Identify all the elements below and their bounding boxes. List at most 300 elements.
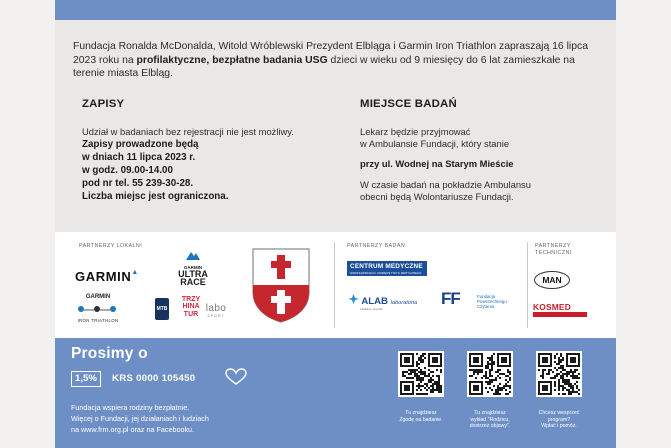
qr-module [544,369,546,371]
qr-module [408,377,410,379]
qr-module [485,373,487,375]
qr-module [422,385,424,387]
qr-module [562,359,564,361]
qr-module [432,383,434,385]
qr-module [418,379,420,381]
krs-number: KRS 0000 105450 [112,373,196,384]
qr-module [487,381,489,383]
qr-module [422,377,424,379]
fundacja-text [477,294,507,309]
qr-module [477,369,479,371]
qr-module [497,387,499,389]
qr-module [499,369,501,371]
poster-page [55,0,616,448]
qr-module [475,371,477,373]
qr-module [416,393,418,395]
zapisy-line-4: pod nr tel. 55 239-30-28. [82,178,194,190]
qr-module [568,373,570,375]
qr-module [428,381,430,383]
qr-module [485,387,487,389]
qr-module [440,371,442,373]
qr-module [568,383,570,385]
qr-module [554,367,556,369]
zapisy-block [82,126,342,203]
spacer [360,171,605,179]
qr-module [493,363,495,365]
qr-module [560,353,562,355]
qr-module [438,387,440,389]
qr-module [493,379,495,381]
qr-module [493,361,495,363]
qr-module [424,393,426,395]
qr-module [485,377,487,379]
qr-module [412,371,414,373]
qr-module [432,391,434,393]
qr-module [485,365,487,367]
qr-module [416,373,418,375]
qr-module [558,383,560,385]
qr-module [562,377,564,379]
qr-module [414,371,416,373]
qr-module [572,387,574,389]
qr-module [556,353,558,355]
qr-module [568,385,570,387]
qr-module [560,375,562,377]
qr-module [420,371,422,373]
qr-module [497,371,499,373]
qr-module [576,387,578,389]
qr-module [438,383,440,385]
qr-module [438,377,440,379]
qr-module [479,371,481,373]
trzy-text-3: TUR [183,310,199,318]
qr-module [501,387,503,389]
qr-module [471,369,473,371]
qr-module [404,371,406,373]
qr-module [560,365,562,367]
qr-module [564,373,566,375]
qr-module [418,367,420,369]
qr-module [503,387,505,389]
qr-module [469,369,471,371]
foundation-line-1: Fundacja wspiera rodziny bezpłatnie. [71,403,190,412]
garmin-logo-text: GARMIN [75,269,132,284]
race-word: RACE [180,277,206,287]
qr-module [566,383,568,385]
qr-module [497,389,499,391]
qr-finder-core [404,385,410,391]
qr-module [487,365,489,367]
qr-module [422,393,424,395]
qr-module [426,385,428,387]
qr-module [556,363,558,365]
fundacja-text-2: Powszechnego [477,299,507,304]
cm-subtitle: WARSZAWSKIEGO UNIWERSYTETU MEDYCZNEGO [347,272,427,276]
qr-module [471,375,473,377]
qr-module [436,369,438,371]
qr-module [556,375,558,377]
qr-module [576,391,578,393]
qr-module [560,355,562,357]
qr-module [493,393,495,395]
qr-module [489,387,491,389]
qr-module [402,375,404,377]
ultra-race-logo [177,247,209,286]
ultra-word: ULTRA [178,269,208,279]
kosmed-logo [533,303,587,317]
qr-module [560,359,562,361]
krs-row [71,371,251,387]
qr-module [509,385,511,387]
qr-code-donate[interactable] [536,351,582,397]
qr-module [505,383,507,385]
qr-module [430,379,432,381]
alab-small: laboratoria [390,300,418,306]
qr-module [491,355,493,357]
qr-module [540,375,542,377]
qr-module [422,359,424,361]
qr-module [432,387,434,389]
technical-partners-label: PARTNERZY TECHNICZNI [535,243,572,256]
man-logo: MAN [534,271,570,289]
qr-module [558,393,560,395]
qr-module [422,373,424,375]
qr-module [507,393,509,395]
qr-module [570,383,572,385]
qr-module [469,375,471,377]
qr-module [552,377,554,379]
qr-module [568,391,570,393]
qr-module [556,373,558,375]
qr-module [420,357,422,359]
foundation-line-3: na www.frm.org.pl oraz na Facebooku. [71,425,195,434]
qr-module [499,387,501,389]
qr-module [578,393,580,395]
qr-module [436,385,438,387]
mtb-logo: MTB [155,298,169,320]
qr-module [416,369,418,371]
qr-module [558,361,560,363]
qr3-cap-3: Wpłać i pomóż. [541,423,577,430]
qr-module [554,375,556,377]
divider [527,242,528,328]
qr-module [485,375,487,377]
qr-module [558,367,560,369]
qr-module [418,371,420,373]
qr-module [505,389,507,391]
qr-module [432,385,434,387]
qr-module [568,381,570,383]
qr-module [430,381,432,383]
qr-module [420,373,422,375]
qr-module [562,385,564,387]
qr-module [574,377,576,379]
qr-module [432,375,434,377]
trzy-text-2: HINA [182,303,200,311]
qr-module [507,385,509,387]
zapisy-line-1: Zapisy prowadzone będą [82,139,199,151]
qr-module [489,383,491,385]
qr-module [568,389,570,391]
qr-module [566,375,568,377]
qr-module [438,391,440,393]
qr-module [489,381,491,383]
qr-module [408,373,410,375]
qr-module [497,385,499,387]
qr-module [416,385,418,387]
page-margin-left [0,0,55,448]
qr-module [420,369,422,371]
qr-module [560,371,562,373]
qr-module [505,375,507,377]
iron-triathlon-logo [63,294,133,323]
qr-module [495,379,497,381]
qr-module [574,369,576,371]
qr-module [497,375,499,377]
zapisy-heading: ZAPISY [82,98,125,110]
labo-sport-logo [203,303,229,319]
qr3-cap-1: Chcesz wesprzeć [538,410,580,416]
qr-module [420,389,422,391]
qr-module [572,377,574,379]
qr-module [489,379,491,381]
qr-module [550,377,552,379]
qr-module [487,383,489,385]
miejsce-line-3: W czasie badań na pokładzie Ambulansu [360,178,531,190]
qr-module [564,383,566,385]
qr-module [438,381,440,383]
qr2-cap-1: Tu znajdziesz [474,410,506,416]
qr-module [420,379,422,381]
qr-module [402,371,404,373]
qr-module [564,381,566,383]
qr-module [564,369,566,371]
footer-band [55,338,616,448]
qr-module [426,383,428,385]
qr-module [572,373,574,375]
labo-sub: SPORT [207,314,225,318]
trzy-text-1: TRZY [181,296,201,303]
qr-module [402,373,404,375]
qr-module [426,375,428,377]
triathlon-icon [77,305,119,313]
qr-module [566,373,568,375]
qr-module [562,365,564,367]
intro-bold: profilaktyczne, bezpłatne badania USG [136,54,328,66]
qr-module [572,375,574,377]
qr-module [475,369,477,371]
qr-module [483,375,485,377]
zapisy-line-3: w godz. 09.00-14.00 [82,165,173,177]
qr-module [550,369,552,371]
zapisy-line-5: Liczba miejsc jest ograniczona. [82,191,229,203]
qr-module [499,389,501,391]
qr-module [576,381,578,383]
qr-module [428,373,430,375]
qr-module [410,377,412,379]
qr-module [416,363,418,365]
qr-module [440,369,442,371]
qr-module [420,381,422,383]
qr-module [558,389,560,391]
qr-module [491,359,493,361]
qr-module [509,373,511,375]
qr-module [491,367,493,369]
qr-module [491,363,493,365]
qr-module [487,361,489,363]
qr-module [509,391,511,393]
qr-module [570,371,572,373]
qr-module [562,379,564,381]
qr-module [430,377,432,379]
qr-module [440,389,442,391]
qr-module [489,373,491,375]
qr-module [509,387,511,389]
qr-module [554,385,556,387]
qr-module [554,361,556,363]
qr-module [426,389,428,391]
qr-module [473,373,475,375]
alab-star-icon [348,294,359,304]
qr-module [440,385,442,387]
qr-module [562,387,564,389]
foundation-info [71,402,271,435]
qr-module [542,373,544,375]
qr-module [505,385,507,387]
qr-module [558,381,560,383]
qr-finder-core [542,385,548,391]
qr-module [418,357,420,359]
qr-module [491,361,493,363]
qr-module [438,375,440,377]
qr-module [566,389,568,391]
qr-module [570,391,572,393]
labo-text: labo [205,303,227,314]
qr1-cap-1: Tu znajdziesz [405,410,437,416]
qr-module [424,371,426,373]
qr-caption-lecture [460,410,520,430]
qr-module [434,381,436,383]
qr-module [558,387,560,389]
qr-module [410,371,412,373]
qr-module [509,379,511,381]
qr-module [548,371,550,373]
qr-module [416,365,418,367]
qr2-cap-2: wykład "Rodzicu, [470,416,510,423]
qr-module [568,371,570,373]
qr-code-consent[interactable] [398,351,444,397]
qr-module [558,363,560,365]
qr-caption-donate [529,410,589,430]
prosimy-heading: Prosimy o [71,345,148,362]
qr-module [558,379,560,381]
triangle-icon: ▲ [131,269,139,276]
qr-module [436,389,438,391]
qr-module [420,385,422,387]
qr-module [509,377,511,379]
qr-module [497,369,499,371]
intro-text-end: dzieci w wieku od 9 miesięcy do 6 lat zamieszkałe na terenie miasta Elbląg. [73,54,575,80]
qr-module [576,377,578,379]
spacer [360,150,605,158]
mountain-icon [186,250,200,260]
qr-finder-core [542,357,548,363]
top-band [55,0,616,20]
qr-module [438,389,440,391]
qr-module [570,393,572,395]
qr-module [576,375,578,377]
qr-module [562,369,564,371]
qr-module [432,379,434,381]
qr-module [554,389,556,391]
qr-module [414,369,416,371]
qr-module [473,369,475,371]
fundacja-text-1: Fundacja [477,294,496,299]
qr-module [424,353,426,355]
qr-module [430,385,432,387]
qr-module [560,367,562,369]
foundation-line-2: Więcej o Fundacji, jej działaniach i ludziach [71,414,209,423]
iron-garmin-text: GARMIN [85,294,111,300]
qr-module [564,387,566,389]
qr-module [487,363,489,365]
qr-module [507,371,509,373]
page-margin-right [616,0,671,448]
qr-finder-core [473,357,479,363]
qr-module [424,357,426,359]
qr-module [574,371,576,373]
qr-module [473,371,475,373]
qr-module [562,357,564,359]
qr1-cap-2: Zgodę na badanie. [399,416,443,423]
qr-module [503,385,505,387]
qr-module [424,383,426,385]
qr-module [491,381,493,383]
qr-module [418,385,420,387]
elblag-coat-of-arms-icon [250,246,312,324]
qr-module [434,389,436,391]
fundacja-text-3: Czytania [477,304,495,309]
qr-module [507,375,509,377]
qr-module [438,385,440,387]
qr-module [422,353,424,355]
cm-title: CENTRUM MEDYCZNE [347,261,427,272]
percent-badge: 1,5% [71,371,101,387]
qr-module [572,389,574,391]
qr-module [440,391,442,393]
qr-module [576,369,578,371]
qr-module [489,363,491,365]
qr-code-lecture[interactable] [467,351,513,397]
miejsce-address: przy ul. Wodnej na Starym Mieście [360,158,514,170]
qr-module [578,389,580,391]
qr-module [416,361,418,363]
qr-module [562,375,564,377]
qr-module [489,357,491,359]
qr-module [576,385,578,387]
qr-module [509,371,511,373]
qr-module [562,367,564,369]
qr-module [418,393,420,395]
qr-module [485,371,487,373]
qr-module [495,393,497,395]
qr-module [570,369,572,371]
qr-module [406,377,408,379]
qr-module [424,367,426,369]
qr-module [414,375,416,377]
qr-module [489,375,491,377]
qr-module [428,379,430,381]
